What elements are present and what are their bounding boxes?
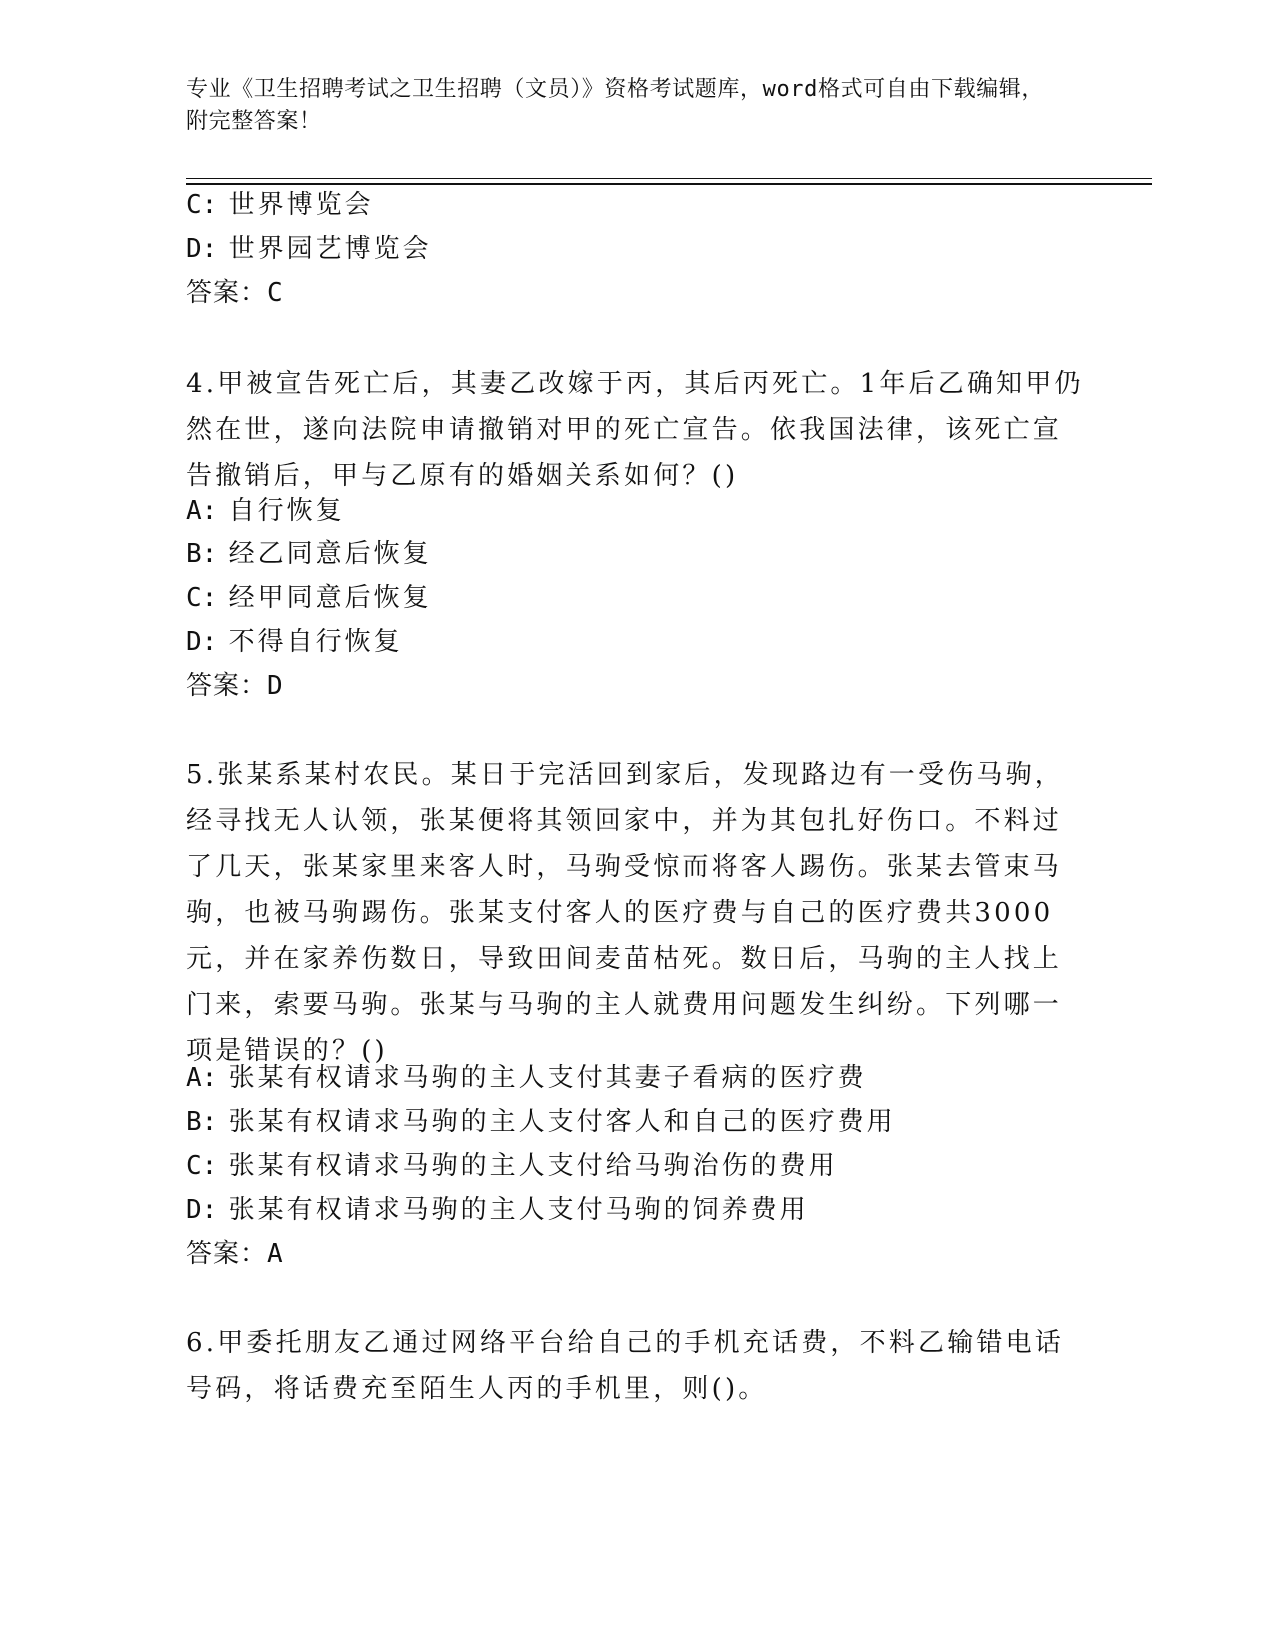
q5-stem: 5.张某系某村农民。某日于完活回到家后，发现路边有一受伤马驹，经寻找无人认领，张某便将其领回家中，并为其包扎好伤口。不料过了几天，张某家里来客人时，马驹受惊而将客人踢伤。张某去管束马驹，也被马驹踢伤。张某支付客人的医疗费与自己的医疗费共3000元，并在家养伤数日，导致田间麦苗枯死。数日后，马驹的主人找上门来，索要马驹。张某与马驹的主人就费用问题发生纠纷。下列哪一项是错误的？() — [186, 760, 1065, 1066]
option-text: 不得自行恢复 — [228, 627, 403, 657]
q5-option-c — [186, 1150, 838, 1182]
page-header: 专业《卫生招聘考试之卫生招聘（文员）》资格考试题库，word格式可自由下载编辑，附完整答案！ — [186, 77, 1044, 134]
q4-answer — [186, 670, 284, 702]
answer-label: 答案： — [186, 278, 268, 308]
option-text: 张某有权请求马驹的主人支付给马驹治伤的费用 — [228, 1151, 838, 1181]
q3-option-d — [186, 233, 432, 265]
q3-option-c — [186, 189, 374, 221]
q5-answer — [186, 1238, 284, 1270]
option-label: D: — [186, 1195, 218, 1225]
q6-stem: 6.甲委托朋友乙通过网络平台给自己的手机充话费，不料乙输错电话号码，将话费充至陌生人丙的手机里，则()。 — [186, 1328, 1065, 1404]
q4-option-c — [186, 582, 432, 614]
option-text: 张某有权请求马驹的主人支付客人和自己的医疗费用 — [228, 1107, 896, 1137]
option-label: C: — [186, 1151, 218, 1181]
answer-value: D — [267, 671, 284, 701]
option-label: D: — [186, 627, 218, 657]
option-label: A: — [186, 496, 218, 526]
option-label: C: — [186, 583, 218, 613]
answer-value: A — [267, 1239, 284, 1269]
option-label: A: — [186, 1063, 218, 1093]
q3-answer — [186, 277, 284, 309]
q5-option-d — [186, 1194, 809, 1226]
q4-option-b — [186, 538, 432, 570]
option-text: 张某有权请求马驹的主人支付马驹的饲养费用 — [228, 1195, 809, 1225]
q4-option-a — [186, 495, 345, 527]
option-text: 经甲同意后恢复 — [228, 583, 432, 613]
answer-value: C — [267, 278, 284, 308]
q4-option-d — [186, 626, 403, 658]
answer-label: 答案： — [186, 671, 268, 701]
answer-label: 答案： — [186, 1239, 268, 1269]
q4-stem: 4.甲被宣告死亡后，其妻乙改嫁于丙，其后丙死亡。1年后乙确知甲仍然在世，遂向法院申请撤销对甲的死亡宣告。依我国法律，该死亡宣告撤销后，甲与乙原有的婚姻关系如何？() — [186, 369, 1084, 491]
option-label: B: — [186, 1107, 218, 1137]
q5-option-b — [186, 1106, 896, 1138]
option-text: 经乙同意后恢复 — [228, 539, 432, 569]
option-label: C: — [186, 190, 218, 220]
option-label: B: — [186, 539, 218, 569]
option-text: 张某有权请求马驹的主人支付其妻子看病的医疗费 — [228, 1063, 867, 1093]
header-rule-thin — [186, 178, 1152, 179]
option-text: 世界博览会 — [228, 190, 374, 220]
header-rule-thick — [186, 183, 1152, 185]
q5-option-a — [186, 1062, 867, 1094]
option-label: D: — [186, 234, 218, 264]
option-text: 自行恢复 — [228, 496, 345, 526]
option-text: 世界园艺博览会 — [228, 234, 432, 264]
